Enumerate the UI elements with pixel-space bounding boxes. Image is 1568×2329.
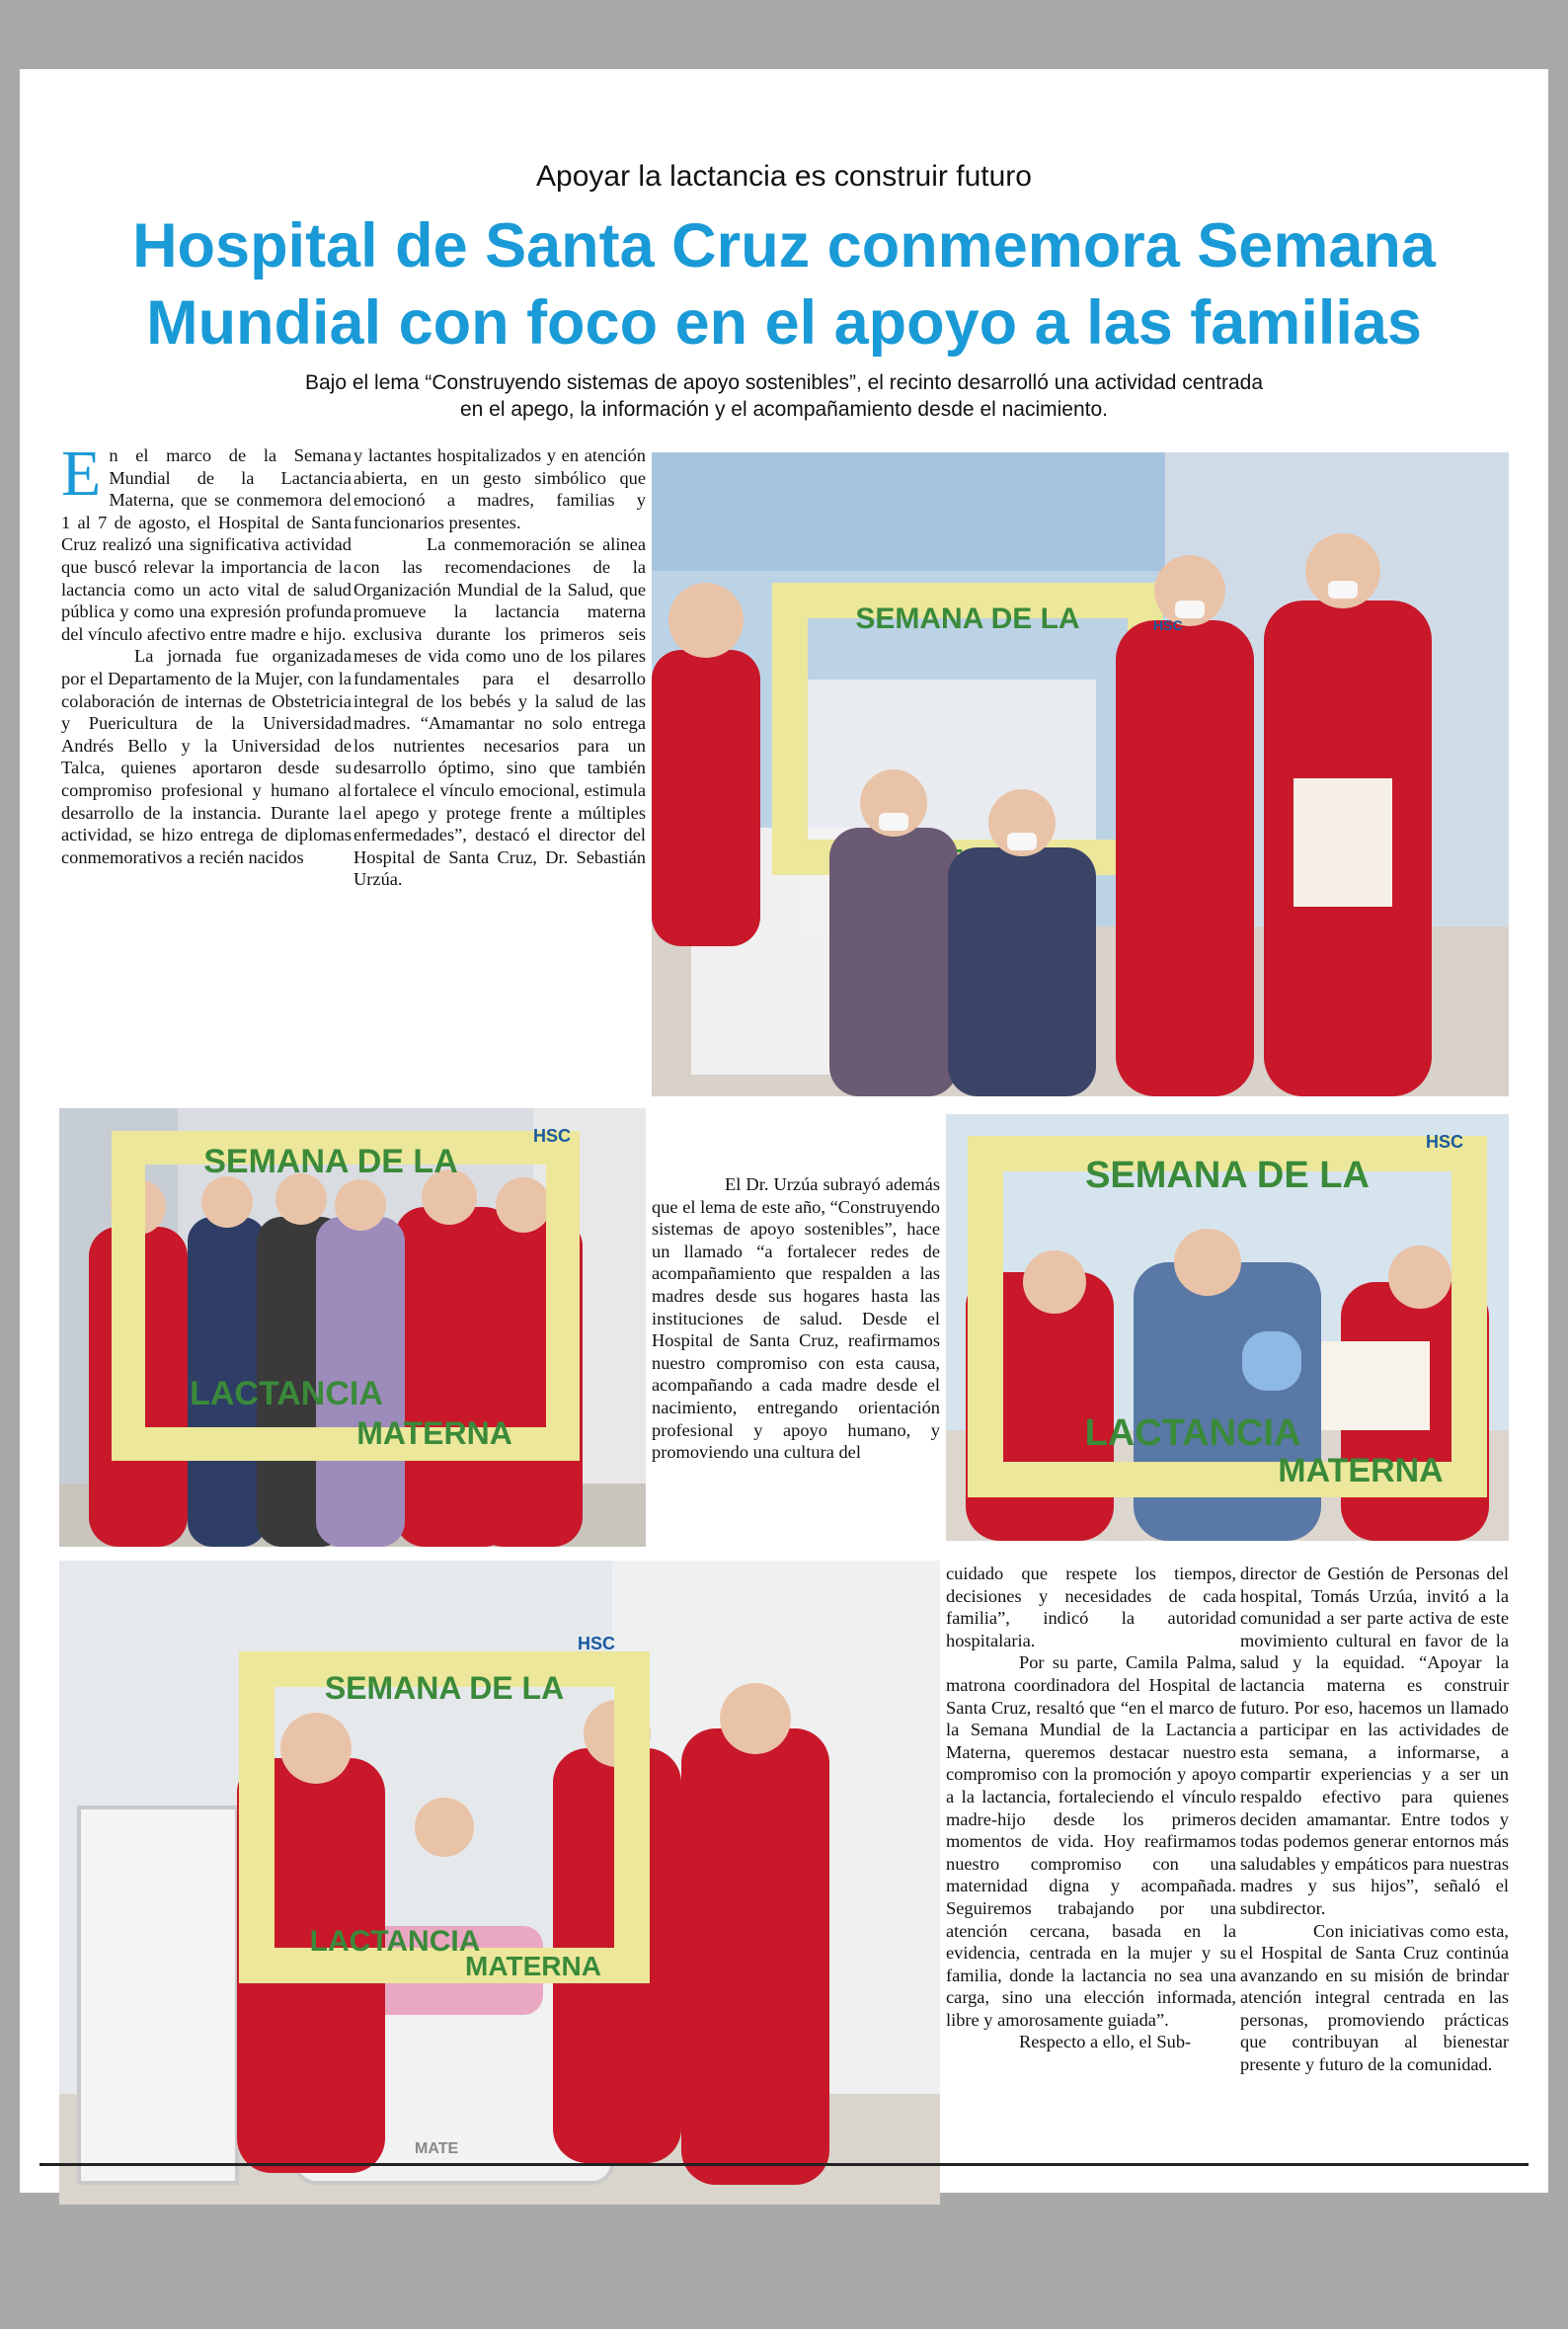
frame-text-top: SEMANA DE LA [1085,1155,1370,1196]
photo-illustration [59,1561,940,2205]
frame-text-bottom: LACTANCIA [309,1925,481,1958]
drop-cap: E [61,438,102,510]
frame-text-materna: MATERNA [1278,1452,1444,1489]
photo-illustration [652,452,1509,1096]
headline-line-1: Hospital de Santa Cruz conmemora Semana [132,211,1436,281]
paragraph: La conmemoración se alinea con las recomendaciones de la Organización Mundial de la Salud, que promueve la lactancia materna exclusiva durante los primeros seis meses de vida como uno de los pilares fundamentales para el desarrollo integral de los bebés y la salud de las madres. “Amamantar no solo entrega los nutrientes necesarios para un desarrollo óptimo, sino que también fortalece el vínculo emocional, estimula el apego y protege frente a múltiples enfermedades”, destacó el director del Hospital de Santa Cruz, Dr. Sebastián Urzúa. [353,534,646,890]
column-3 [652,1173,940,1464]
photo-illustration [59,1108,646,1547]
frame-text-materna: MATERNA [356,1415,512,1451]
paragraph: Con iniciativas como esta, el Hospital de Santa Cruz continúa avanzando en su misión de brindar atención integral centrada en las personas, promoviendo prácticas que contribuyan al bienestar presente y futuro de la comunidad. [1240,1920,1509,2075]
article-kicker: Apoyar la lactancia es construir futuro [536,160,1032,193]
article-subhead [276,369,1292,423]
article-headline [20,207,1548,361]
photo-maternity-bed [59,1561,940,2205]
subhead-line-2: en el apego, la información y el acompañamiento desde el nacimiento. [459,398,1109,421]
photo-staff-bedside [652,452,1509,1096]
frame-text-top: SEMANA DE LA [203,1143,458,1180]
hsc-logo: HSC [1426,1132,1464,1152]
hsc-logo: HSC [578,1634,616,1653]
paragraph: La jornada fue organizada por el Departamento de la Mujer, con la colaboración de internas de Obstetricia y Puericultura de la Universidad Andrés Bello y la Universidad de Talca, quienes aportaron desde su compromiso profesional y humano al desarrollo de la instancia. Durante la actividad, se hizo entrega de diplomas conmemorativos a recién nacidos [61,646,352,867]
bottom-rule [39,2163,1529,2166]
paragraph: Respecto a ello, el Sub- [1019,2032,1192,2052]
newspaper-page [20,69,1548,2193]
photo-mother-baby [946,1114,1509,1541]
photo-illustration [946,1114,1509,1541]
headline-line-2: Mundial con foco en el apoyo a las familias [146,288,1422,358]
hsc-logo: HSC [1153,617,1183,633]
frame-text-top: SEMANA DE LA [324,1670,565,1706]
paragraph: El Dr. Urzúa subrayó además que el lema de este año, “Construyendo sistemas de apoyo sostenibles”, hace un llamado “a fortalecer redes de acompañamiento que respalden a las madres desde sus hogares hasta las instituciones de salud. Desde el Hospital de Santa Cruz, reafirmamos nuestro compromiso con esta causa, acompañando a cada madre desde el nacimiento, entregando orientación profesional y apoyo humano, y promoviendo una cultura del [652,1174,940,1463]
paragraph: cuidado que respete los tiempos, decisiones y necesidades de cada familia”, indicó la autoridad hospitalaria. [946,1564,1236,1650]
subhead-line-1: Bajo el lema “Construyendo sistemas de apoyo sostenibles”, el recinto desarrolló una actividad centrada [304,371,1264,394]
column-5 [1240,1563,1509,2076]
frame-text-bottom: LACTANCIA [190,1375,383,1412]
paragraph: Por su parte, Camila Palma, matrona coordinadora del Hospital de Santa Cruz, resaltó que “en el marco de la Semana Mundial de la Lactancia Materna, queremos destacar nuestro compromiso con la promoción y apoyo a la lactancia, fortaleciendo el vínculo madre-hijo desde los primeros momentos de vida. Hoy reafirmamos nuestro compromiso con una maternidad digna y acompañada. Seguiremos trabajando por una atención cercana, basada en la evidencia, centrada en la mujer y su familia, donde la lactancia no sea una carga, sino una elección informada, libre y amorosamente guiada”. [946,1652,1236,2030]
paragraph: En el marco de la Semana Mundial de la Lactancia Materna, que se conmemora del 1 al 7 de agosto, el Hospital de Santa Cruz realizó una significativa actividad que buscó relevar la importancia de la lactancia como un acto vital de salud pública y como una expresión profunda del vínculo afectivo entre madre e hijo. [61,438,352,644]
column-1 [61,438,352,868]
hsc-logo: HSC [533,1126,572,1146]
frame-text-top: SEMANA DE LA [855,602,1080,635]
paragraph: director de Gestión de Personas del hospital, Tomás Urzúa, invitó a la comunidad a ser parte activa de este movimiento cultural en favor de la salud y la equidad. “Apoyar la lactancia materna es construir futuro. Por eso, hacemos un llamado a participar en las actividades de esta semana, a informarse, a compartir experiencias y a ser un respaldo efectivo para quienes deciden amamantar. Entre todos y todas podemos generar entornos más saludables y empáticos para nuestras madres y sus hijos”, señaló el subdirector. [1240,1564,1509,1918]
frame-text-bottom: LACTANCIA [1084,1412,1301,1454]
column-4 [946,1563,1236,2053]
paragraph: y lactantes hospitalizados y en atención abierta, en un gesto simbólico que emocionó a madres, familias y funcionarios presentes. [353,445,646,532]
column-2 [353,444,646,891]
bed-brand-label: MATE [415,2140,459,2157]
photo-staff-group [59,1108,646,1547]
frame-text-materna: MATERNA [465,1951,601,1981]
